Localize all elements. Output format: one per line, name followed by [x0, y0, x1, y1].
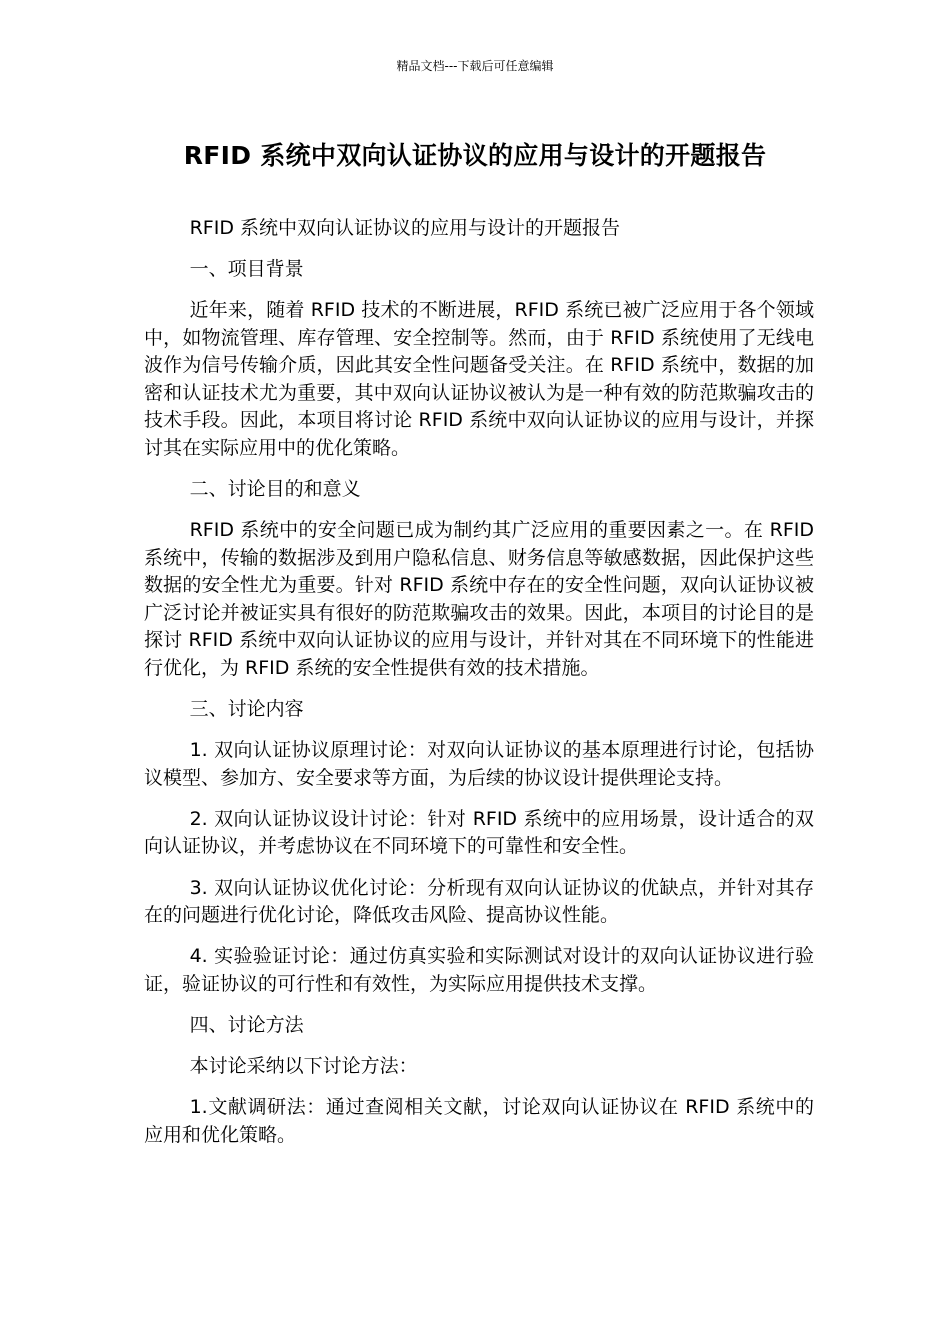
- background-paragraph: 近年来，随着 RFID 技术的不断进展，RFID 系统已被广泛应用于各个领域中，如物流管理、库存管理、安全控制等。然而，由于 RFID 系统使用了无线电波作为信号传输介质，因此其安全性问题备受关注。在 RFID 系统中，数据的加密和认证技术尤为重要，其中双向认证协议被认为是一种有效的防范欺骗攻击的技术手段。因此，本项目将讨论 RFID 系统中双向认证协议的应用与设计，并探讨其在实际应用中的优化策略。: [144, 299, 814, 459]
- content-item-1: 1. 双向认证协议原理讨论：对双向认证协议的基本原理进行讨论，包括协议模型、参加方、安全要求等方面，为后续的协议设计提供理论支持。: [144, 739, 814, 789]
- content-item-4: 4. 实验验证讨论：通过仿真实验和实际测试对设计的双向认证协议进行验证，验证协议的可行性和有效性，为实际应用提供技术支撑。: [144, 945, 814, 995]
- content-item-3: 3. 双向认证协议优化讨论：分析现有双向认证协议的优缺点，并针对其存在的问题进行优化讨论，降低攻击风险、提高协议性能。: [144, 876, 814, 926]
- section-heading-content: 三、讨论内容: [189, 697, 304, 720]
- content-item-2: 2. 双向认证协议设计讨论：针对 RFID 系统中的应用场景，设计适合的双向认证协议，并考虑协议在不同环境下的可靠性和安全性。: [144, 807, 814, 858]
- section-heading-purpose: 二、讨论目的和意义: [189, 478, 361, 501]
- method-intro: 本讨论采纳以下讨论方法：: [189, 1055, 418, 1078]
- section-heading-background: 一、项目背景: [189, 258, 304, 281]
- page-header-watermark: 精品文档---下载后可任意编辑: [396, 59, 554, 73]
- method-item-1: 1.文献调研法：通过查阅相关文献，讨论双向认证协议在 RFID 系统中的应用和优化策略。: [144, 1096, 814, 1146]
- purpose-paragraph: RFID 系统中的安全问题已成为制约其广泛应用的重要因素之一。在 RFID 系统中，传输的数据涉及到用户隐私信息、财务信息等敏感数据，因此保护这些数据的安全性尤为重要。针对 RFID 系统中存在的安全性问题，双向认证协议被广泛讨论并被证实具有很好的防范欺骗攻击的效果。因此，本项目的讨论目的是探讨 RFID 系统中双向认证协议的应用与设计，并针对其在不同环境下的性能进行优化，为 RFID 系统的安全性提供有效的技术措施。: [144, 519, 814, 679]
- document-title: RFID 系统中双向认证协议的应用与设计的开题报告: [183, 141, 767, 170]
- subtitle-paragraph: RFID 系统中双向认证协议的应用与设计的开题报告: [189, 217, 620, 239]
- document-body: [144, 215, 814, 1163]
- section-heading-method: 四、讨论方法: [189, 1013, 304, 1036]
